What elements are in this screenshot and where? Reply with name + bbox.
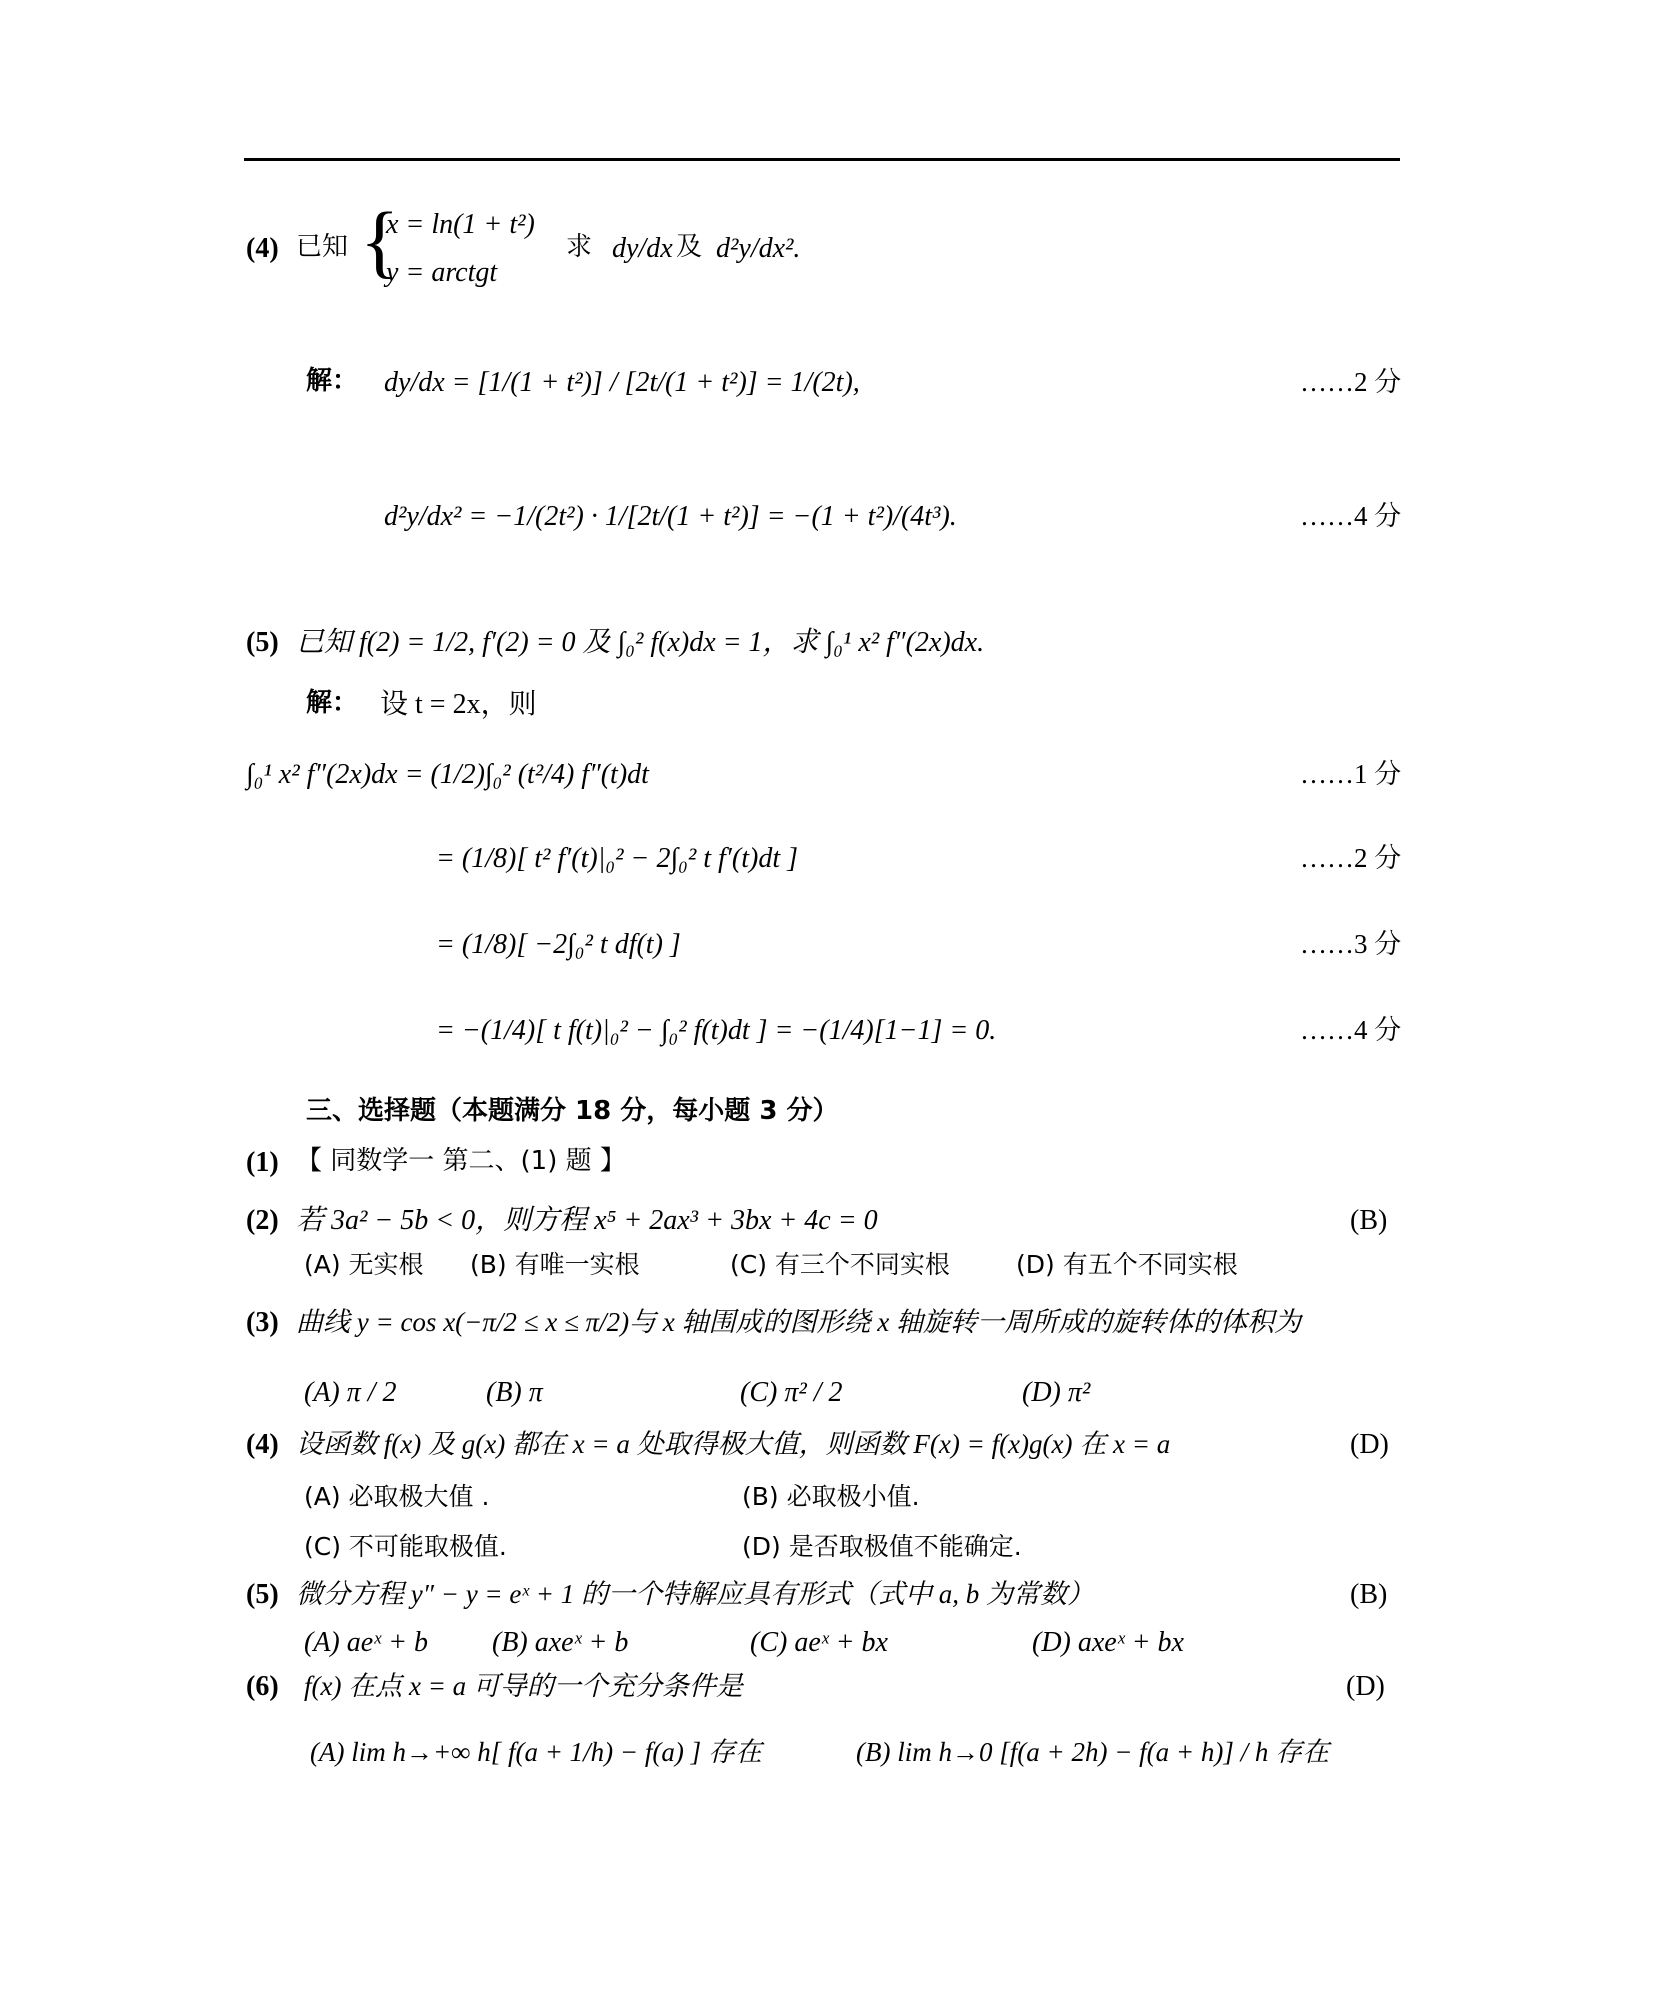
q4-brace: { (360, 195, 400, 286)
q5-score1: ……1 分 (1300, 759, 1402, 789)
s3-item2-opt-c: (C) 有三个不同实根 (730, 1250, 950, 1279)
s3-item2-opt-b: (B) 有唯一实根 (470, 1250, 640, 1279)
q5-line4: = −(1/4)[ t f(t)|₀² − ∫₀² f(t)dt ] = −(1/4)[1−1] = 0. (436, 1015, 997, 1046)
s3-item4-opt-d: (D) 是否取极值不能确定. (742, 1532, 1022, 1561)
s3-item6-answer: (D) (1346, 1671, 1385, 1702)
q5-score2: ……2 分 (1300, 843, 1402, 873)
s3-item4-opt-b: (B) 必取极小值. (742, 1482, 920, 1511)
q5-line3: = (1/8)[ −2∫₀² t df(t) ] (436, 929, 681, 960)
s3-item2-opt-a: (A) 无实根 (304, 1250, 424, 1279)
s3-item2-text: 若 3a² − 5b < 0，则方程 x⁵ + 2ax³ + 3bx + 4c = 0 (296, 1205, 878, 1236)
q4-score2: ……4 分 (1300, 501, 1402, 531)
s3-item1-text: 【 同数学一 第二、(1) 题 】 (296, 1146, 626, 1176)
q4-solution-label: 解： (306, 366, 359, 396)
s3-item5-opt-b: (B) axeˣ + b (492, 1627, 629, 1658)
s3-item2-opt-d: (D) 有五个不同实根 (1016, 1250, 1238, 1279)
s3-item3-number: (3) (246, 1307, 279, 1338)
s3-item5-opt-c: (C) aeˣ + bx (750, 1627, 888, 1658)
s3-item5-text: 微分方程 y″ − y = eˣ + 1 的一个特解应具有形式（式中 a, b 为常数） (296, 1579, 1094, 1609)
s3-item4-number: (4) (246, 1429, 279, 1460)
s3-item3-opt-d: (D) π² (1022, 1377, 1091, 1408)
s3-item2-answer: (B) (1350, 1205, 1388, 1236)
q4-step2: d²y/dx² = −1/(2t²) · 1/[2t/(1 + t²)] = −(1 + t²)/(4t³). (384, 501, 957, 532)
top-rule (244, 158, 1400, 161)
s3-item3-opt-c: (C) π² / 2 (740, 1377, 843, 1408)
s3-item3-text: 曲线 y = cos x(−π/2 ≤ x ≤ π/2)与 x 轴围成的图形绕 x 轴旋转一周所成的旋转体的体积为 (296, 1307, 1302, 1337)
q4-sys1: x = ln(1 + t²) (386, 209, 535, 240)
q4-score1: ……2 分 (1300, 367, 1402, 397)
s3-item4-opt-c: (C) 不可能取极值. (304, 1532, 507, 1561)
q4-dydx: dy/dx (612, 233, 673, 264)
s3-item3-opt-a: (A) π / 2 (304, 1377, 397, 1408)
q5-score3: ……3 分 (1300, 929, 1402, 959)
s3-item5-answer: (B) (1350, 1579, 1388, 1610)
q5-number: (5) (246, 627, 279, 658)
s3-item6-opt-a: (A) lim h→+∞ h[ f(a + 1/h) − f(a) ] 存在 (310, 1737, 762, 1767)
s3-item4-answer: (D) (1350, 1429, 1389, 1460)
q5-score4: ……4 分 (1300, 1015, 1402, 1045)
s3-item6-number: (6) (246, 1671, 279, 1702)
s3-item6-opt-b: (B) lim h→0 [f(a + 2h) − f(a + h)] / h 存在 (856, 1737, 1330, 1767)
q4-number: (4) (246, 233, 279, 264)
q5-statement: 已知 f(2) = 1/2, f′(2) = 0 及 ∫₀² f(x)dx = 1，求 ∫₀¹ x² f″(2x)dx. (296, 627, 985, 658)
q4-and: 及 (676, 232, 703, 262)
q4-d2ydx2: d²y/dx². (716, 233, 801, 264)
q5-substitution: 设 t = 2x，则 (380, 689, 537, 720)
section3-title: 三、选择题（本题满分 18 分，每小题 3 分） (306, 1096, 839, 1126)
s3-item2-number: (2) (246, 1205, 279, 1236)
s3-item1-number: (1) (246, 1147, 279, 1178)
s3-item5-opt-d: (D) axeˣ + bx (1032, 1627, 1184, 1658)
s3-item6-text: f(x) 在点 x = a 可导的一个充分条件是 (304, 1671, 743, 1701)
q4-step1: dy/dx = [1/(1 + t²)] / [2t/(1 + t²)] = 1/(2t), (384, 367, 860, 398)
q5-line2: = (1/8)[ t² f′(t)|₀² − 2∫₀² t f′(t)dt ] (436, 843, 799, 874)
q5-solution-label: 解： (306, 688, 359, 718)
q5-line1: ∫₀¹ x² f″(2x)dx = (1/2)∫₀² (t²/4) f″(t)dt (246, 759, 649, 790)
q4-ask: 求 (566, 232, 593, 262)
q4-given: 已知 (296, 232, 349, 262)
s3-item4-opt-a: (A) 必取极大值 . (304, 1482, 490, 1511)
s3-item5-opt-a: (A) aeˣ + b (304, 1627, 428, 1658)
s3-item3-opt-b: (B) π (486, 1377, 543, 1408)
s3-item4-text: 设函数 f(x) 及 g(x) 都在 x = a 处取得极大值，则函数 F(x) = f(x)g(x) 在 x = a (296, 1429, 1171, 1459)
s3-item5-number: (5) (246, 1579, 279, 1610)
q4-sys2: y = arctgt (386, 257, 498, 288)
